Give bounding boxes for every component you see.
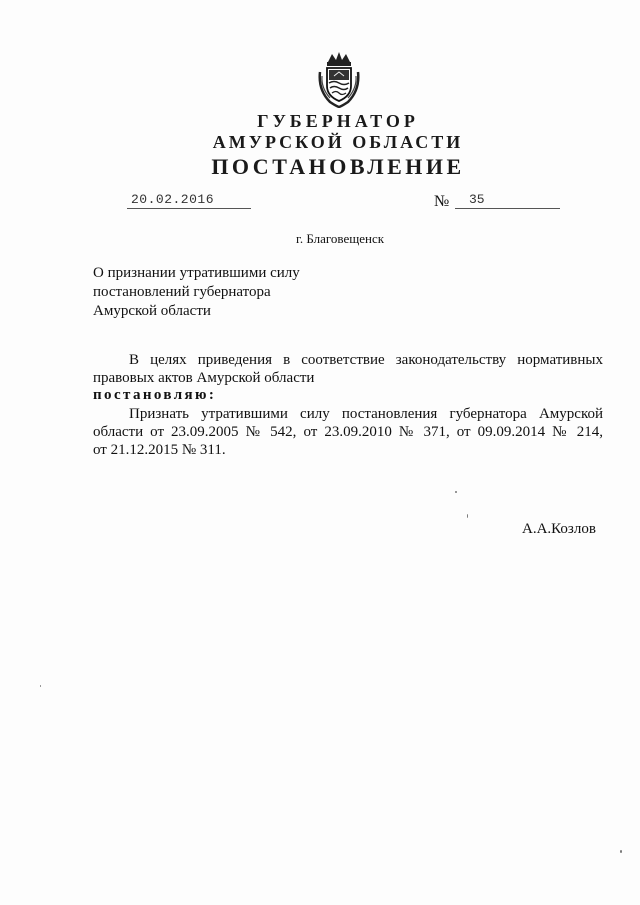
doc-type-heading: ПОСТАНОВЛЕНИЕ — [211, 154, 465, 179]
scan-speck — [467, 514, 468, 518]
body-paragraph-2-line-1: Признать утратившими силу постановления губернатора Амурской — [129, 406, 603, 422]
scan-speck — [620, 850, 622, 853]
scan-speck — [40, 685, 41, 687]
number-label: № — [434, 193, 450, 210]
subject-line: постановлений губернатора — [93, 284, 271, 300]
governor-heading: ГУБЕРНАТОР — [257, 111, 419, 131]
scan-speck — [455, 491, 457, 493]
body-paragraph-2-line-3: от 21.12.2015 № 311. — [93, 442, 226, 458]
city-line: г. Благовещенск — [296, 231, 385, 246]
body-paragraph-1-line-1: В целях приведения в соответствие законодательству нормативных — [129, 352, 603, 368]
signature-name: А.А.Козлов — [522, 521, 596, 537]
subject-line: Амурской области — [93, 303, 211, 319]
subject-line: О признании утратившими силу — [93, 265, 300, 281]
document-date: 20.02.2016 — [127, 192, 251, 209]
body-paragraph-2-line-2: области от 23.09.2005 № 542, от 23.09.2010 № 371, от 09.09.2014 № 214, — [93, 424, 603, 440]
coat-of-arms-icon — [316, 50, 362, 108]
decree-word: постановляю: — [93, 387, 217, 403]
body-paragraph-1-line-2: правовых актов Амурской области — [93, 370, 315, 386]
region-heading: АМУРСКОЙ ОБЛАСТИ — [212, 132, 464, 152]
document-number: 35 — [455, 192, 560, 209]
document-subject — [93, 264, 300, 321]
